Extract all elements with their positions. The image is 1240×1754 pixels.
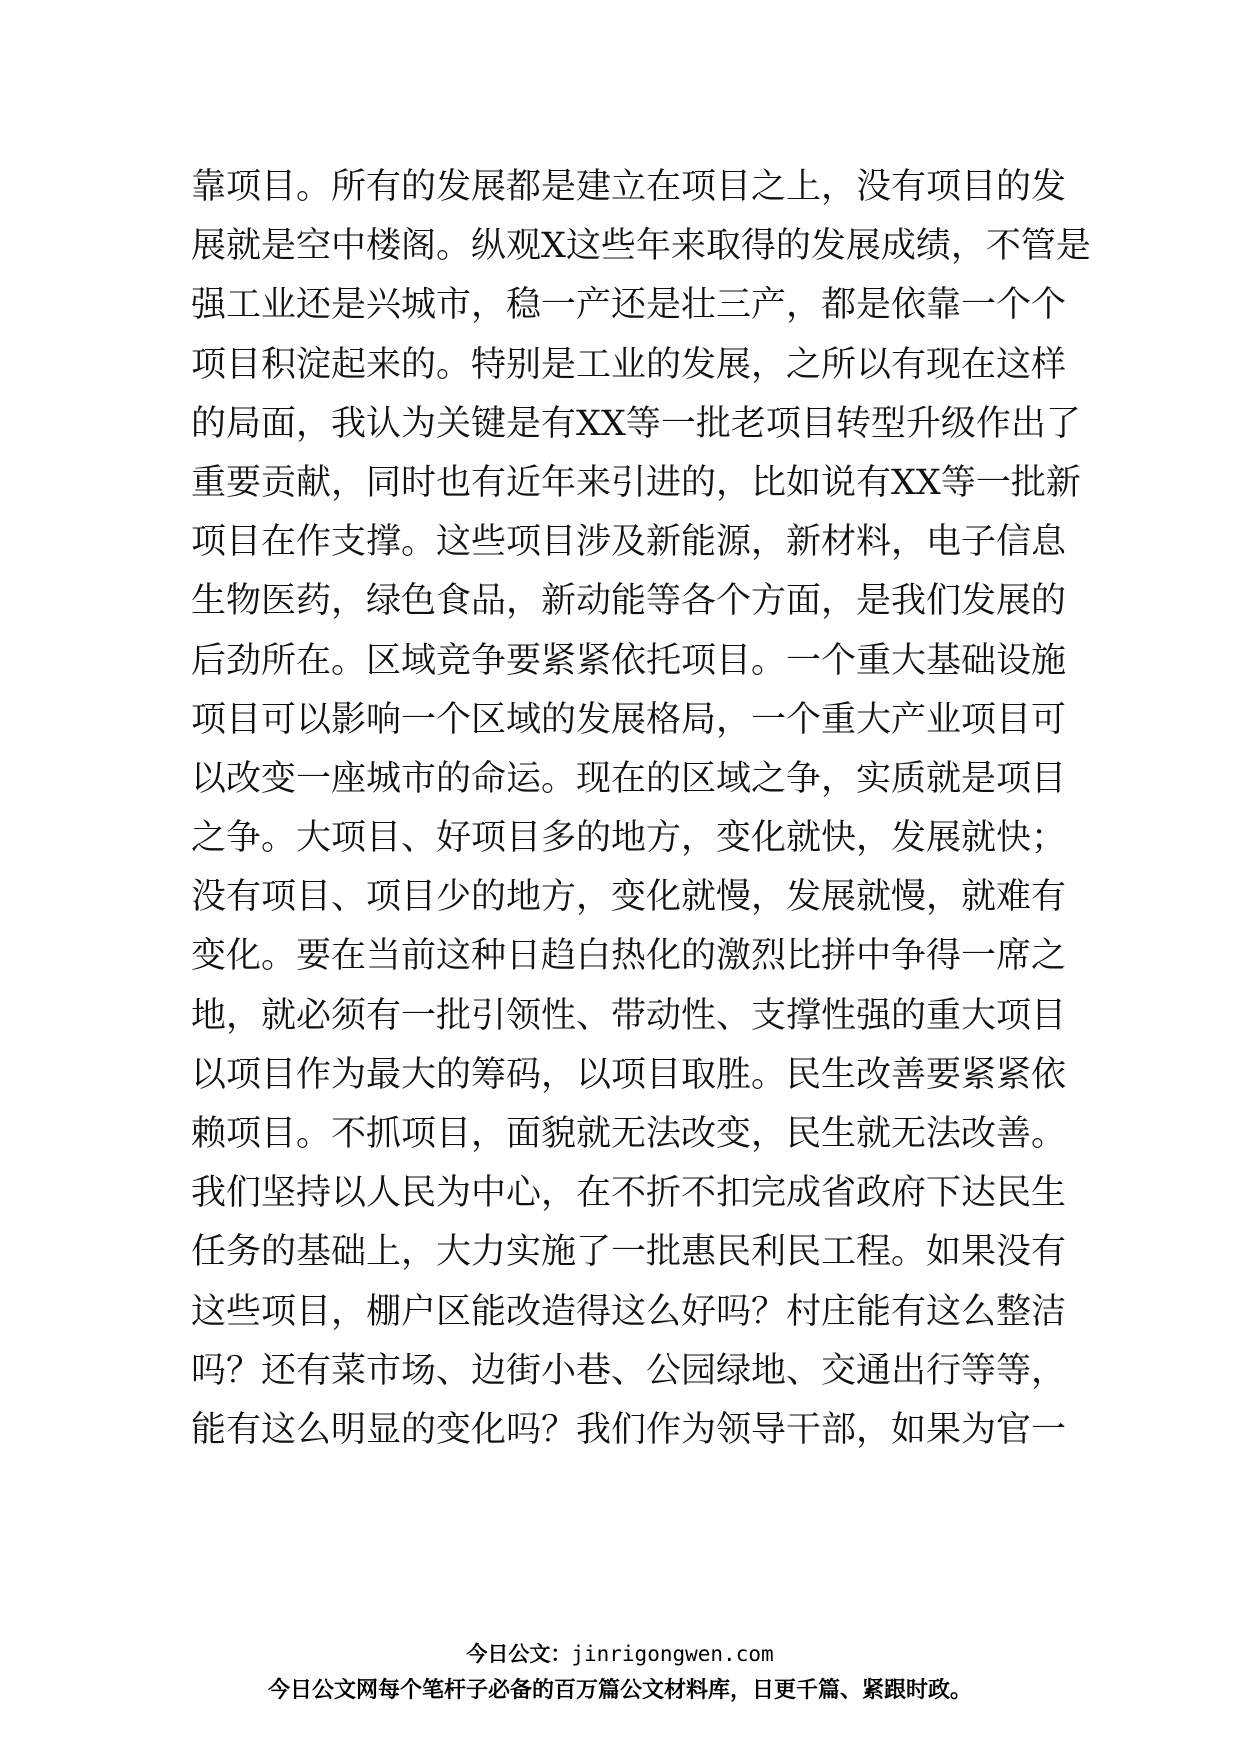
footer-slogan: 今日公文网每个笔杆子必备的百万篇公文材料库，日更千篇、紧跟时政。: [267, 1678, 972, 1703]
text-line: 重要贡献，同时也有近年来引进的，比如说有XX等一批新: [191, 462, 1081, 503]
text-line: 吗？还有菜市场、边街小巷、公园绿地、交通出行等等，: [191, 1350, 1067, 1391]
text-line: 强工业还是兴城市，稳一产还是壮三产，都是依靠一个个: [191, 285, 1067, 326]
text-line: 的局面，我认为关键是有XX等一批老项目转型升级作出了: [191, 403, 1081, 444]
text-line: 展就是空中楼阁。纵观X这些年来取得的发展成绩，不管是: [191, 226, 1091, 267]
text-line: 变化。要在当前这种日趋白热化的激烈比拼中争得一席之: [191, 936, 1067, 977]
text-line: 之争。大项目、好项目多的地方，变化就快，发展就快；: [191, 818, 1067, 859]
text-line: 没有项目、项目少的地方，变化就慢，发展就慢，就难有: [191, 877, 1067, 918]
text-line: 任务的基础上，大力实施了一批惠民利民工程。如果没有: [191, 1232, 1067, 1273]
text-line: 项目可以影响一个区域的发展格局，一个重大产业项目可: [191, 699, 1067, 740]
document-body: [191, 158, 1091, 1460]
text-line: 赖项目。不抓项目，面貌就无法改变，民生就无法改善。: [191, 1114, 1067, 1154]
text-line: 生物医药，绿色食品，新动能等各个方面，是我们发展的: [191, 581, 1067, 622]
text-line: 能有这么明显的变化吗？我们作为领导干部，如果为官一: [191, 1409, 1067, 1450]
text-line: 地，就必须有一批引领性、带动性、支撑性强的重大项目: [191, 995, 1067, 1036]
text-line: 以改变一座城市的命运。现在的区域之争，实质就是项目: [191, 758, 1067, 799]
text-line: 靠项目。所有的发展都是建立在项目之上，没有项目的发: [191, 167, 1067, 207]
text-line: 后劲所在。区域竞争要紧紧依托项目。一个重大基础设施: [191, 640, 1067, 681]
text-line: 以项目作为最大的筹码，以项目取胜。民生改善要紧紧依: [191, 1054, 1067, 1095]
text-line: 这些项目，棚户区能改造得这么好吗？村庄能有这么整洁: [191, 1291, 1067, 1332]
text-line: 我们坚持以人民为中心，在不折不扣完成省政府下达民生: [191, 1173, 1067, 1214]
footer-site-domain[interactable]: jinrigongwen.com: [571, 1642, 774, 1666]
footer-site-link[interactable]: [0, 1640, 1240, 1668]
text-line: 项目积淀起来的。特别是工业的发展，之所以有现在这样: [191, 344, 1067, 385]
footer-site-label: 今日公文：: [466, 1642, 572, 1666]
text-line: 项目在作支撑。这些项目涉及新能源，新材料，电子信息: [191, 522, 1067, 563]
